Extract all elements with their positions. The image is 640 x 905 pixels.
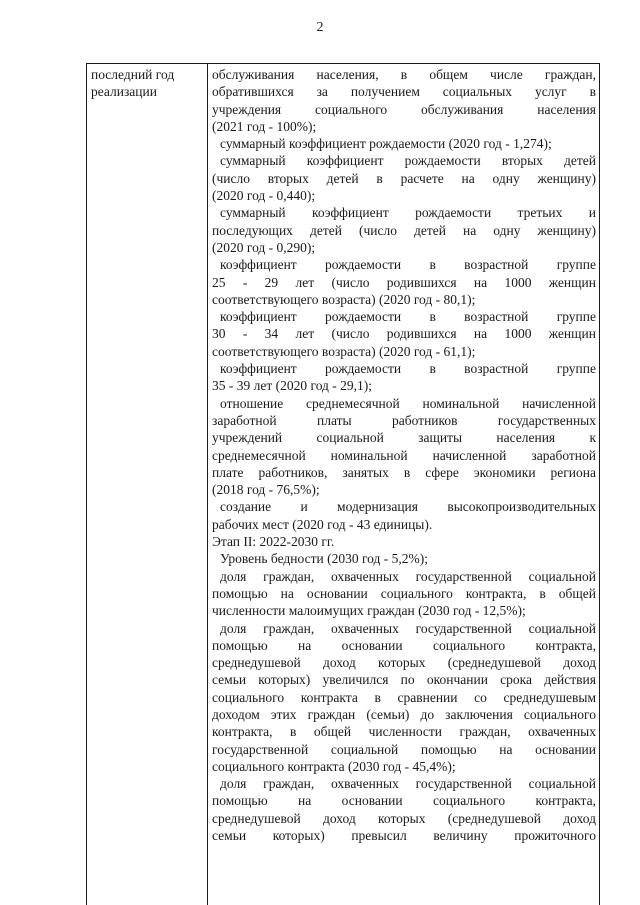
label-line: последний год	[91, 67, 175, 82]
content-line: семьи которых) превысил величину прожиточного	[212, 828, 596, 844]
content-line: среднедушевой доход которых (среднедушевой доход	[212, 810, 596, 826]
content-line: доля граждан, охваченных государственной социальной	[220, 776, 596, 792]
content-line: суммарный коэффициент рождаемости третьих и	[220, 205, 596, 221]
content-line: (2020 год - 0,440);	[212, 188, 316, 204]
content-line: среднедушевой доход которых (среднедушевой доход	[212, 655, 596, 671]
page-number: 2	[316, 20, 324, 35]
content-line: плате работников, занятых в сфере экономики региона	[212, 464, 596, 480]
content-line: численности малоимущих граждан (2030 год - 12,5%);	[212, 603, 526, 619]
content-line: (2020 год - 0,290);	[212, 239, 316, 255]
content-line: создание и модернизация высокопроизводительных	[220, 499, 596, 515]
content-line: учреждения социального обслуживания населения	[212, 101, 596, 117]
content-line: учреждений социальной защиты населения к	[212, 430, 596, 446]
table-cell-label	[87, 64, 208, 905]
content-line: коэффициент рождаемости в возрастной группе	[220, 309, 596, 325]
content-line: доходом этих граждан (семьи) до заключения социального	[212, 706, 596, 722]
content-line: семьи которых) увеличился по окончании срока действия	[212, 672, 596, 688]
content-line: помощью на основании социального контракта, в общей	[212, 585, 596, 601]
label-line: реализации	[91, 84, 157, 100]
content-line: 25 - 29 лет (число родившихся на 1000 женщин	[212, 274, 596, 290]
content-line: суммарный коэффициент рождаемости (2020 год - 1,274);	[220, 136, 552, 152]
content-line: среднемесячной номинальной начисленной заработной	[212, 447, 596, 463]
content-line: обслуживания населения, в общем числе граждан,	[212, 67, 596, 82]
content-line: отношение среднемесячной номинальной начисленной	[220, 395, 596, 411]
content-line: помощью на основании социального контракта,	[212, 793, 596, 809]
table-cell-content	[208, 64, 599, 905]
content-line: (2021 год - 100%);	[212, 118, 317, 134]
content-line: коэффициент рождаемости в возрастной группе	[220, 257, 596, 273]
content-line: соответствующего возраста) (2020 год - 80,1);	[212, 291, 476, 307]
content-line: Уровень бедности (2030 год - 5,2%);	[220, 551, 429, 567]
content-line: заработной платы работников государственных	[212, 412, 596, 428]
content-line: доля граждан, охваченных государственной социальной	[220, 568, 596, 584]
content-line: социального контракта (2030 год - 45,4%);	[212, 758, 456, 774]
content-line: последующих детей (число детей на одну женщину)	[212, 222, 596, 238]
content-line: государственной социальной помощью на основании	[212, 741, 596, 757]
content-line: доля граждан, охваченных государственной социальной	[220, 620, 596, 636]
content-line: 30 - 34 лет (число родившихся на 1000 женщин	[212, 326, 596, 342]
content-line: помощью на основании социального контракта,	[212, 637, 596, 653]
content-line: рабочих мест (2020 год - 43 единицы).	[212, 516, 433, 532]
content-line: (2018 год - 76,5%);	[212, 482, 320, 498]
content-line: (число вторых детей в расчете на одну женщину)	[212, 170, 596, 186]
content-line: соответствующего возраста) (2020 год - 61,1);	[212, 343, 476, 359]
content-line: суммарный коэффициент рождаемости вторых детей	[220, 153, 596, 169]
content-line: Этап II: 2022-2030 гг.	[212, 534, 335, 550]
content-line: 35 - 39 лет (2020 год - 29,1);	[212, 378, 373, 394]
content-line: обратившихся за получением социальных услуг в	[212, 84, 596, 100]
document-table	[86, 63, 600, 905]
content-line: контракта, в общей численности граждан, охваченных	[212, 724, 596, 740]
content-line: коэффициент рождаемости в возрастной группе	[220, 361, 596, 377]
content-line: социального контракта в сравнении со среднедушевым	[212, 689, 596, 705]
